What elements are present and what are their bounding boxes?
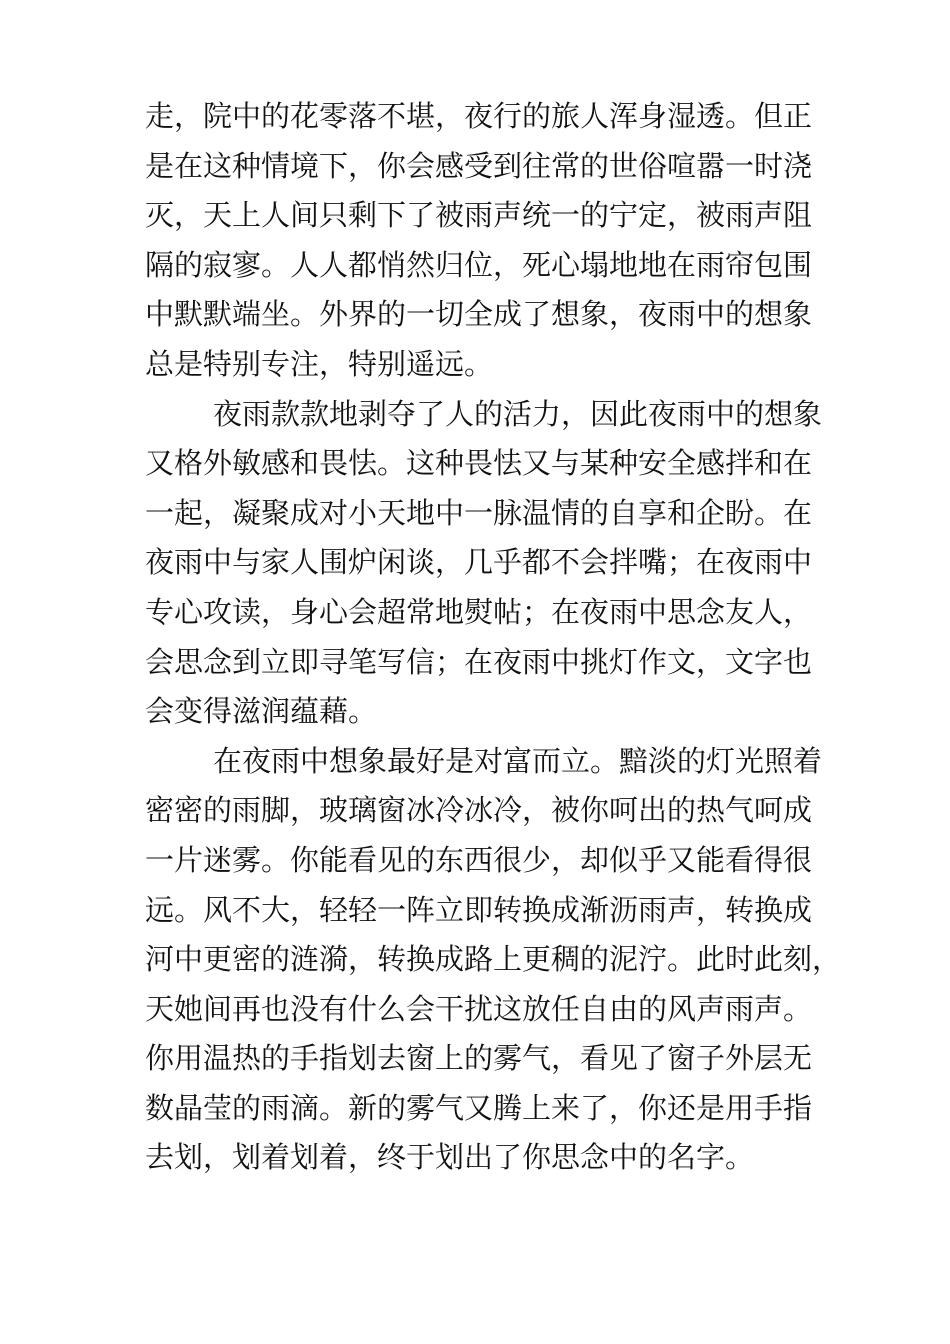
text-line: 会思念到立即寻笔写信；在夜雨中挑灯作文，文字也 bbox=[145, 644, 813, 679]
text-line: 夜雨中与家人围炉闲谈，几乎都不会拌嘴；在夜雨中 bbox=[145, 545, 813, 580]
text-line: 灭，天上人间只剩下了被雨声统一的宁定，被雨声阻 bbox=[145, 198, 813, 233]
text-line: 隔的寂寥。人人都悄然归位，死心塌地地在雨帘包围 bbox=[145, 247, 813, 282]
text-line: 是在这种情境下，你会感受到往常的世俗喧嚣一时浇 bbox=[145, 148, 813, 183]
text-line: 数晶莹的雨滴。新的雾气又腾上来了，你还是用手指 bbox=[145, 1090, 813, 1125]
document-body bbox=[145, 92, 842, 1183]
text-line: 一片迷雾。你能看见的东西很少，却似乎又能看得很 bbox=[145, 842, 813, 877]
text-line: 去划，划着划着，终于划出了你思念中的名字。 bbox=[145, 1140, 755, 1175]
text-line: 走，院中的花零落不堪，夜行的旅人浑身湿透。但正 bbox=[145, 99, 813, 133]
text-line: 在夜雨中想象最好是对富而立。黯淡的灯光照着 bbox=[213, 743, 823, 778]
text-line: 一起，凝聚成对小天地中一脉温情的自享和企盼。在 bbox=[145, 495, 813, 530]
paragraph-2 bbox=[145, 390, 823, 737]
text-line: 天她间再也没有什么会干扰这放任自由的风声雨声。 bbox=[145, 991, 813, 1026]
text-line: 远。风不大，轻轻一阵立即转换成渐沥雨声，转换成 bbox=[145, 892, 813, 927]
text-line: 夜雨款款地剥夺了人的活力，因此夜雨中的想象 bbox=[213, 396, 823, 431]
text-line: 又格外敏感和畏怯。这种畏怯又与某种安全感拌和在 bbox=[145, 446, 813, 481]
text-line: 你用温热的手指划去窗上的雾气，看见了窗子外层无 bbox=[145, 1041, 813, 1076]
text-line: 会变得滋润蕴藉。 bbox=[145, 694, 378, 729]
paragraph-1 bbox=[145, 92, 813, 390]
text-line: 中默默端坐。外界的一切全成了想象，夜雨中的想象 bbox=[145, 297, 813, 332]
paragraph-3 bbox=[145, 737, 842, 1183]
text-line: 密密的雨脚，玻璃窗冰冷冰冷，被你呵出的热气呵成 bbox=[145, 793, 813, 828]
text-line: 专心攻读，身心会超常地熨帖；在夜雨中思念友人， bbox=[145, 594, 813, 629]
text-line: 河中更密的涟漪，转换成路上更稠的泥泞。此时此刻， bbox=[145, 942, 842, 977]
text-line: 总是特别专注，特别遥远。 bbox=[145, 346, 494, 381]
